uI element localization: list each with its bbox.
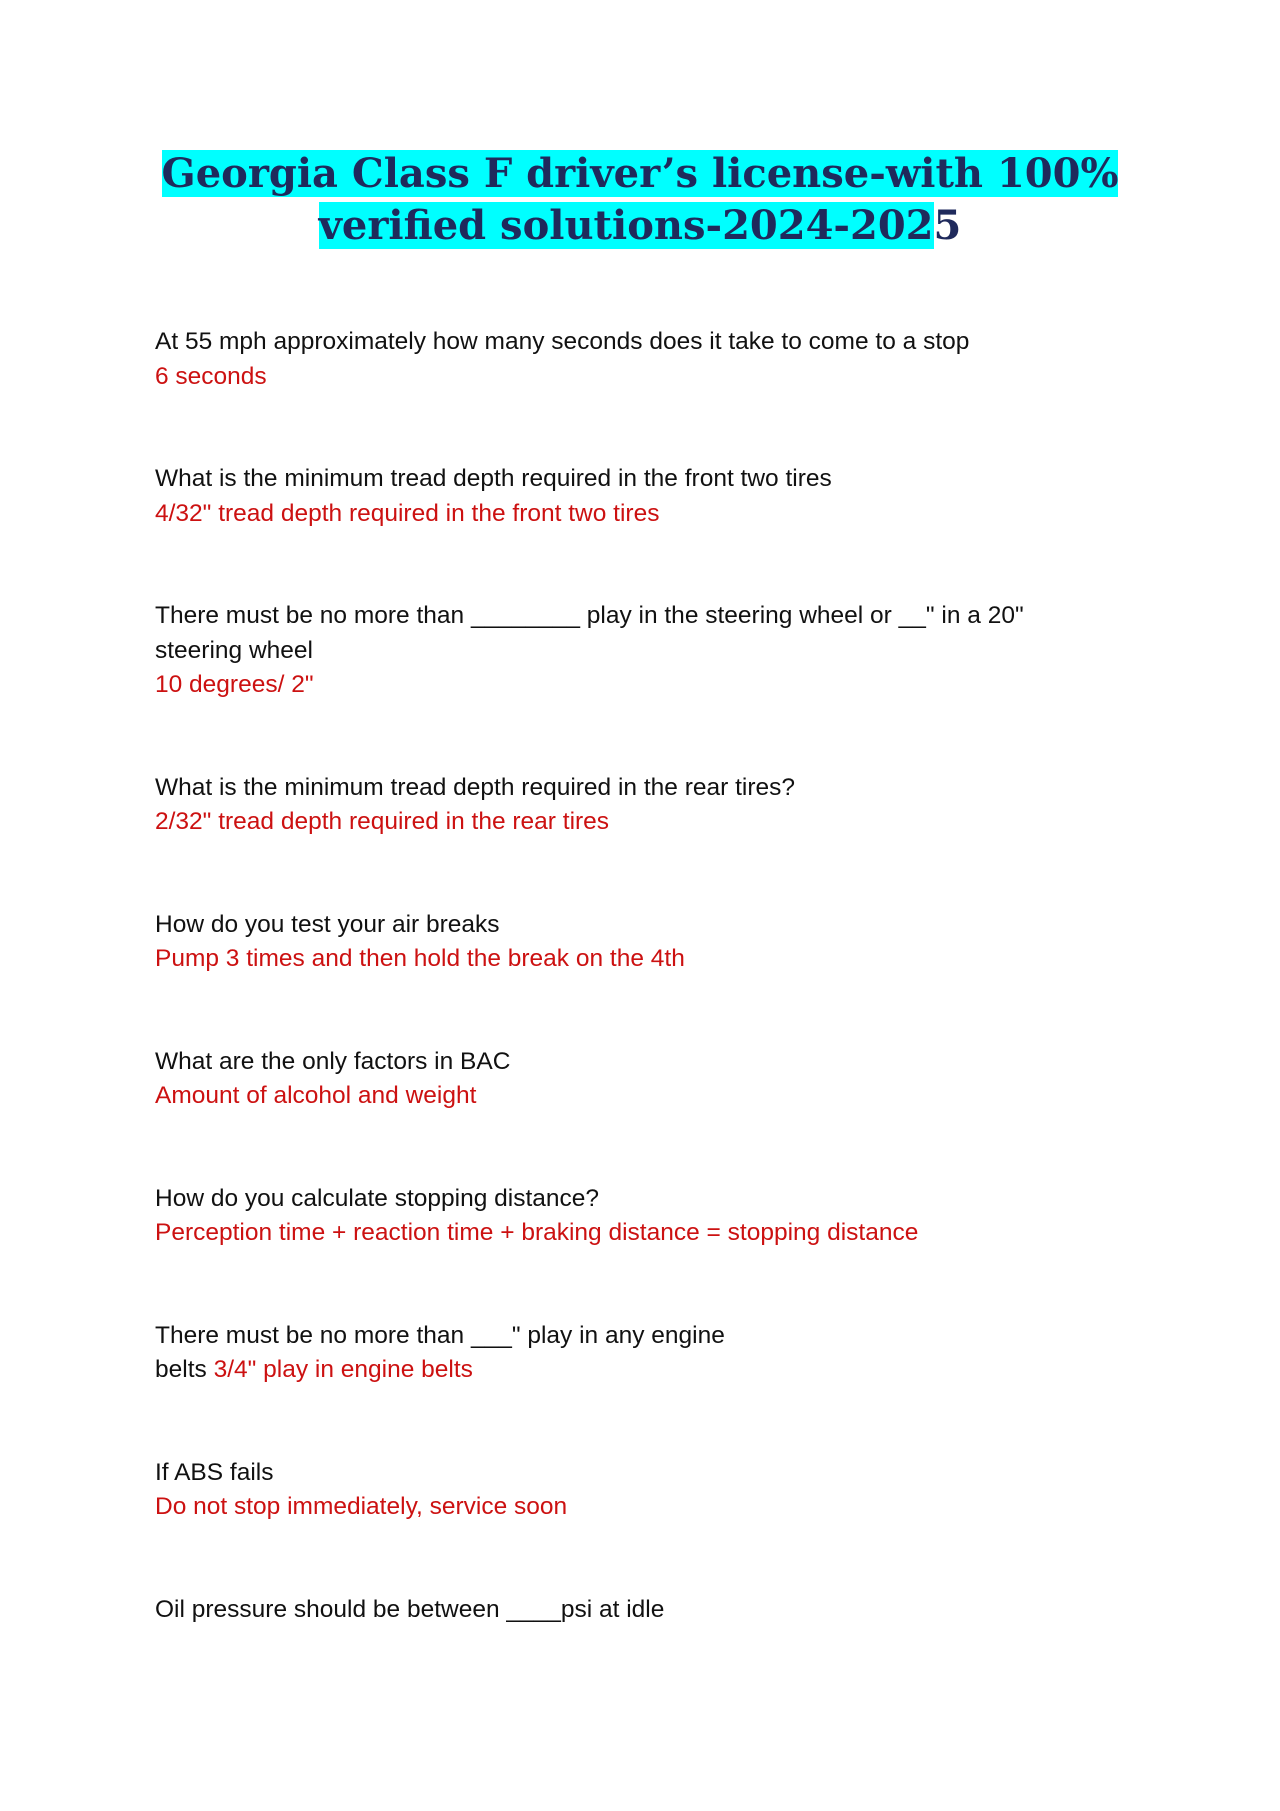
qa-item-7 [155, 1182, 1135, 1251]
question-8-line-1: There must be no more than ___" play in any engine [155, 1321, 725, 1349]
qa-item-10 [155, 1593, 1135, 1628]
qa-item-4 [155, 771, 1135, 840]
answer-1: 6 seconds [155, 362, 267, 390]
title-line-1 [155, 148, 1125, 200]
answer-7: Perception time + reaction time + braking distance = stopping distance [155, 1219, 919, 1246]
title-line-2 [155, 200, 1125, 252]
qa-item-1 [155, 325, 1135, 394]
answer-9: Do not stop immediately, service soon [155, 1493, 568, 1520]
answer-2: 4/32" tread depth required in the front two tires [155, 499, 660, 527]
question-8-tail: belts [155, 1356, 207, 1383]
answer-8: 3/4" play in engine belts [213, 1356, 473, 1383]
question-5: How do you test your air breaks [155, 910, 500, 938]
qa-item-3 [155, 599, 1085, 703]
question-3: There must be no more than ________ play in the steering wheel or __" in a 20" steering wheel [155, 602, 1024, 664]
question-7: How do you calculate stopping distance? [155, 1184, 600, 1212]
answer-3: 10 degrees/ 2" [155, 671, 314, 698]
answer-5: Pump 3 times and then hold the break on the 4th [155, 945, 685, 972]
qa-item-6 [155, 1045, 1135, 1114]
question-1: At 55 mph approximately how many seconds does it take to come to a stop [155, 328, 970, 355]
question-4: What is the minimum tread depth required in the rear tires? [155, 773, 796, 801]
qa-list [155, 325, 1135, 1695]
answer-4: 2/32" tread depth required in the rear tires [155, 808, 610, 835]
document-title [155, 148, 1125, 252]
title-highlight-2: verified solutions-2024-202 [318, 202, 934, 249]
qa-item-2 [155, 462, 1135, 531]
question-8-line-2 [155, 1353, 1135, 1388]
question-6: What are the only factors in BAC [155, 1047, 511, 1075]
qa-item-5 [155, 908, 1135, 977]
qa-item-8 [155, 1319, 1135, 1388]
qa-item-9 [155, 1456, 1135, 1525]
answer-6: Amount of alcohol and weight [155, 1082, 477, 1109]
question-10: Oil pressure should be between ____psi at idle [155, 1595, 665, 1623]
question-9: If ABS fails [155, 1458, 274, 1486]
question-2: What is the minimum tread depth required in the front two tires [155, 465, 832, 492]
title-tail: 5 [933, 202, 962, 249]
title-highlight-1: Georgia Class F driver’s license-with 100% [161, 150, 1119, 197]
